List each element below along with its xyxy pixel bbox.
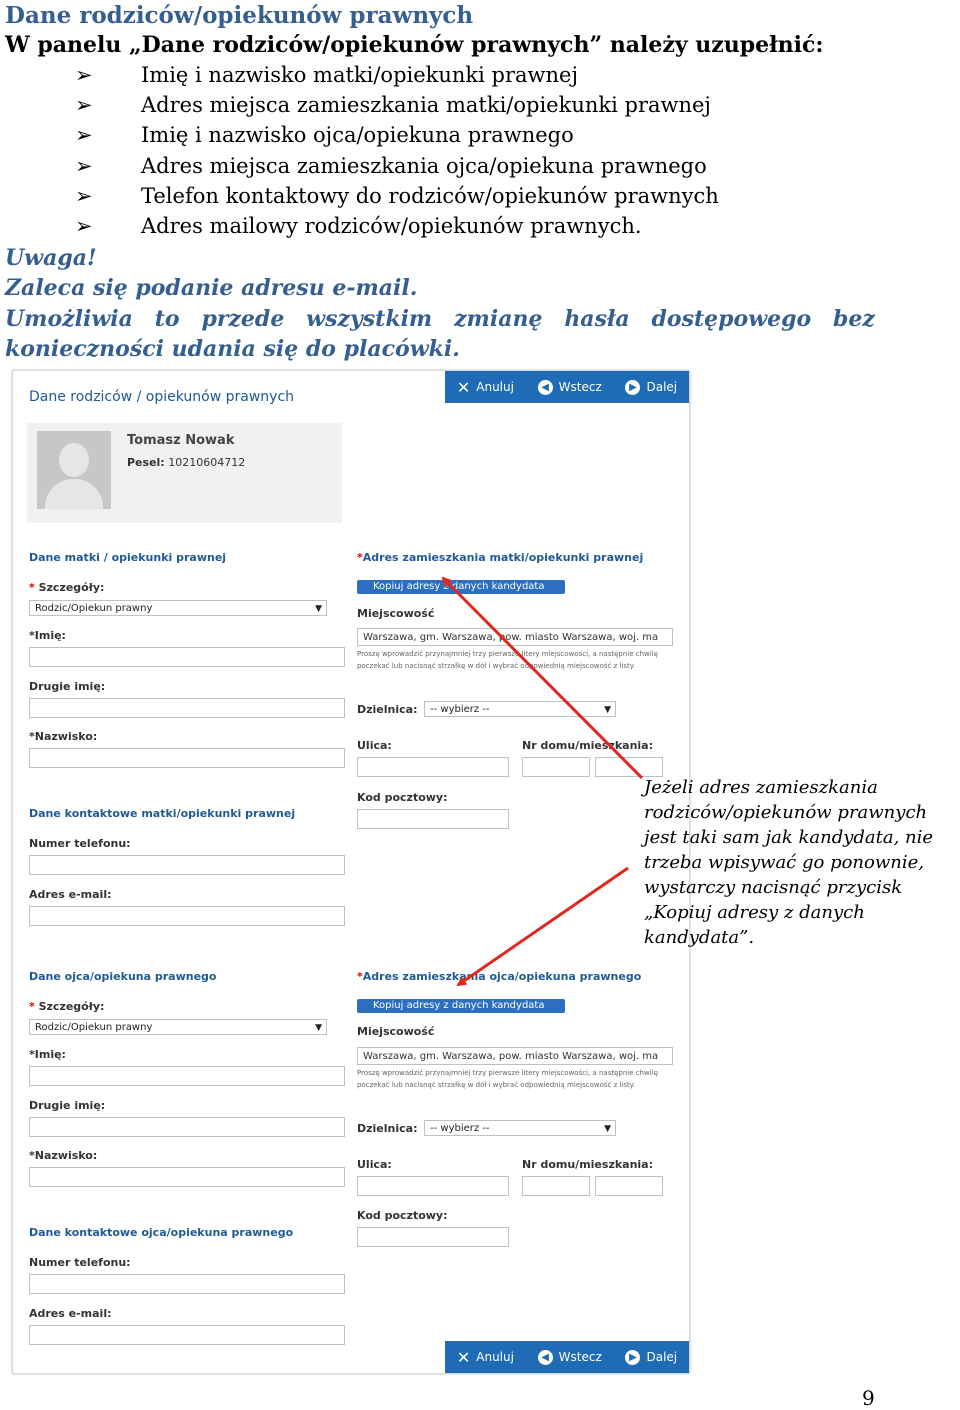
copy-address-note: Jeżeli adres zamieszkania rodziców/opiekunów prawnych jest taki sam jak kandydata, nie trzeba wpisywać go ponownie, wystarczy nacisnąć przycisk „Kopiuj adresy z danych kandydata”. bbox=[644, 777, 934, 948]
mother-details-label: * Szczegóły: bbox=[29, 581, 105, 594]
street-label: Ulica: bbox=[357, 739, 392, 752]
district-select[interactable]: -- wybierz -- ▼ bbox=[424, 701, 616, 717]
back-arrow-icon: ◀ bbox=[538, 1350, 553, 1365]
father-contact-section-title: Dane kontaktowe ojca/opiekuna prawnego bbox=[29, 1226, 294, 1239]
father-details-select[interactable]: Rodzic/Opiekun prawny ▼ bbox=[29, 1019, 327, 1035]
cancel-button[interactable]: ✕ Anuluj bbox=[456, 377, 514, 397]
mother-email-label: Adres e-mail: bbox=[29, 888, 112, 901]
enables-text-line2: konieczności udania się do placówki. bbox=[5, 336, 460, 362]
back-arrow-icon: ◀ bbox=[538, 380, 553, 395]
close-icon: ✕ bbox=[456, 377, 471, 397]
recommend-text: Zaleca się podanie adresu e-mail. bbox=[5, 275, 418, 301]
city-label: Miejscowość bbox=[357, 1025, 435, 1038]
copy-address-button[interactable]: Kopiuj adresy z danych kandydata bbox=[357, 999, 565, 1013]
person-pesel: Pesel: 10210604712 bbox=[127, 456, 246, 469]
postal-code-label: Kod pocztowy: bbox=[357, 1209, 448, 1222]
arrow-bullet-icon: ➢ bbox=[75, 214, 93, 238]
enables-text: Umożliwia to przede wszystkim zmianę hasła dostępowego bez bbox=[5, 306, 875, 332]
chevron-down-icon: ▼ bbox=[604, 1124, 611, 1134]
back-button[interactable]: ◀ Wstecz bbox=[538, 380, 602, 395]
intro-text: W panelu „Dane rodziców/opiekunów prawnych” należy uzupełnić: bbox=[5, 32, 824, 58]
street-label: Ulica: bbox=[357, 1158, 392, 1171]
chevron-down-icon: ▼ bbox=[315, 604, 322, 614]
next-button[interactable]: ▶ Dalej bbox=[625, 1350, 677, 1365]
cancel-button[interactable]: ✕ Anuluj bbox=[456, 1347, 514, 1367]
father-email-label: Adres e-mail: bbox=[29, 1307, 112, 1320]
arrow-bullet-icon: ➢ bbox=[75, 63, 93, 87]
father-first-name-label: *Imię: bbox=[29, 1048, 66, 1061]
next-arrow-icon: ▶ bbox=[625, 380, 640, 395]
form-title: Dane rodziców / opiekunów prawnych bbox=[29, 389, 295, 405]
mother-first-name-label: *Imię: bbox=[29, 629, 66, 642]
mother-second-name-label: Drugie imię: bbox=[29, 680, 106, 693]
mother-address-title: *Adres zamieszkania matki/opiekunki prawnej bbox=[357, 551, 644, 564]
person-name: Tomasz Nowak bbox=[127, 433, 235, 448]
copy-address-button[interactable]: Kopiuj adresy z danych kandydata bbox=[357, 580, 565, 594]
district-label: Dzielnica: bbox=[357, 703, 418, 716]
arrow-bullet-icon: ➢ bbox=[75, 184, 93, 208]
city-hint: Proszę wprowadzić przynajmniej trzy pierwsze litery miejscowości, a następnie chwilę poczekać lub nacisnąć strzałkę w dół i wybrać odpowiednią miejscowość z listy. bbox=[357, 650, 658, 670]
city-hint: Proszę wprowadzić przynajmniej trzy pierwsze litery miejscowości, a następnie chwilę poczekać lub nacisnąć strzałkę w dół i wybrać odpowiednią miejscowość z listy. bbox=[357, 1069, 658, 1089]
arrow-to-mother-copy-button bbox=[443, 578, 642, 778]
warning-label: Uwaga! bbox=[5, 245, 97, 271]
mother-details-select[interactable]: Rodzic/Opiekun prawny ▼ bbox=[29, 600, 327, 616]
district-select[interactable]: -- wybierz -- ▼ bbox=[424, 1120, 616, 1136]
father-details-label: * Szczegóły: bbox=[29, 1000, 105, 1013]
house-number-label: Nr domu/mieszkania: bbox=[522, 739, 654, 752]
mother-section-title: Dane matki / opiekunki prawnej bbox=[29, 551, 227, 564]
father-section-title: Dane ojca/opiekuna prawnego bbox=[29, 970, 217, 983]
arrow-bullet-icon: ➢ bbox=[75, 154, 93, 178]
next-button[interactable]: ▶ Dalej bbox=[625, 380, 677, 395]
page-number: 9 bbox=[862, 1386, 875, 1410]
back-button[interactable]: ◀ Wstecz bbox=[538, 1350, 602, 1365]
chevron-down-icon: ▼ bbox=[604, 705, 611, 715]
mother-contact-section-title: Dane kontaktowe matki/opiekunki prawnej bbox=[29, 807, 296, 820]
father-address-title: *Adres zamieszkania ojca/opiekuna prawnego bbox=[357, 970, 642, 983]
arrow-bullet-icon: ➢ bbox=[75, 93, 93, 117]
city-label: Miejscowość bbox=[357, 607, 435, 620]
arrow-bullet-icon: ➢ bbox=[75, 123, 93, 147]
father-second-name-label: Drugie imię: bbox=[29, 1099, 106, 1112]
district-label: Dzielnica: bbox=[357, 1122, 418, 1135]
postal-code-label: Kod pocztowy: bbox=[357, 791, 448, 804]
close-icon: ✕ bbox=[456, 1347, 471, 1367]
arrow-to-father-copy-button bbox=[458, 868, 628, 985]
city-input[interactable]: Warszawa, gm. Warszawa, pow. miasto Warszawa, woj. ma bbox=[357, 1047, 673, 1065]
city-input[interactable]: Warszawa, gm. Warszawa, pow. miasto Warszawa, woj. ma bbox=[357, 628, 673, 646]
father-phone-label: Numer telefonu: bbox=[29, 1256, 131, 1269]
chevron-down-icon: ▼ bbox=[315, 1023, 322, 1033]
father-last-name-label: *Nazwisko: bbox=[29, 1149, 98, 1162]
mother-phone-label: Numer telefonu: bbox=[29, 837, 131, 850]
next-arrow-icon: ▶ bbox=[625, 1350, 640, 1365]
house-number-label: Nr domu/mieszkania: bbox=[522, 1158, 654, 1171]
page-heading: Dane rodziców/opiekunów prawnych bbox=[5, 2, 474, 29]
mother-last-name-label: *Nazwisko: bbox=[29, 730, 98, 743]
